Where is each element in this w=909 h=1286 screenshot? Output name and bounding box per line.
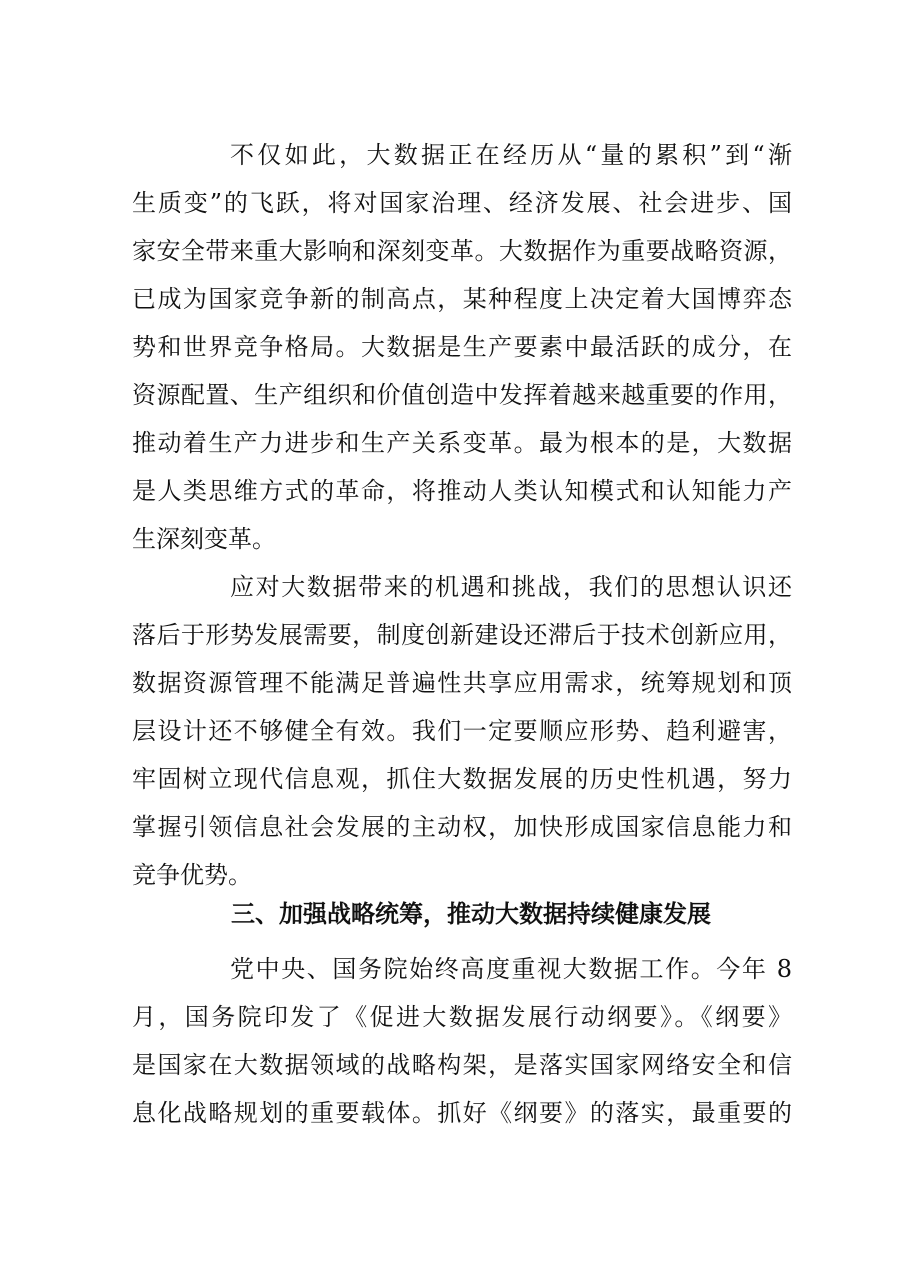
text-line: 势和世界竞争格局。大数据是生产要素中最活跃的成分，在 xyxy=(132,333,792,361)
text-line: 不仅如此，大数据正在经历从“量的累积”到“渐 xyxy=(230,141,792,169)
text-line: 资源配置、生产组织和价值创造中发挥着越来越重要的作用， xyxy=(132,381,792,409)
text-line: 是人类思维方式的革命，将推动人类认知模式和认知能力产 xyxy=(132,477,792,505)
text-line: 家安全带来重大影响和深刻变革。大数据作为重要战略资源， xyxy=(132,237,792,265)
text-line: 数据资源管理不能满足普遍性共享应用需求，统筹规划和顶 xyxy=(132,669,792,697)
text-line: 已成为国家竞争新的制高点，某种程度上决定着大国博弈态 xyxy=(132,285,792,313)
text-line: 是国家在大数据领域的战略构架，是落实国家网络安全和信 xyxy=(132,1051,792,1079)
text-line: 竞争优势。 xyxy=(132,861,252,889)
text-line: 息化战略规划的重要载体。抓好《纲要》的落实，最重要的 xyxy=(132,1099,792,1127)
text-line: 推动着生产力进步和生产关系变革。最为根本的是，大数据 xyxy=(132,429,792,457)
text-line: 落后于形势发展需要，制度创新建设还滞后于技术创新应用， xyxy=(132,621,792,649)
text-line: 牢固树立现代信息观，抓住大数据发展的历史性机遇，努力 xyxy=(132,765,792,793)
text-line: 党中央、国务院始终高度重视大数据工作。今年 8 xyxy=(230,955,792,983)
section-heading: 三、加强战略统筹，推动大数据持续健康发展 xyxy=(231,900,711,928)
text-line: 生质变”的飞跃，将对国家治理、经济发展、社会进步、国 xyxy=(132,189,792,217)
text-line: 生深刻变革。 xyxy=(132,525,276,553)
text-line: 层设计还不够健全有效。我们一定要顺应形势、趋利避害， xyxy=(132,717,792,745)
text-line: 掌握引领信息社会发展的主动权，加快形成国家信息能力和 xyxy=(132,813,792,841)
text-line: 应对大数据带来的机遇和挑战，我们的思想认识还 xyxy=(230,573,792,601)
text-line: 月，国务院印发了《促进大数据发展行动纲要》。《纲要》 xyxy=(132,1003,792,1031)
